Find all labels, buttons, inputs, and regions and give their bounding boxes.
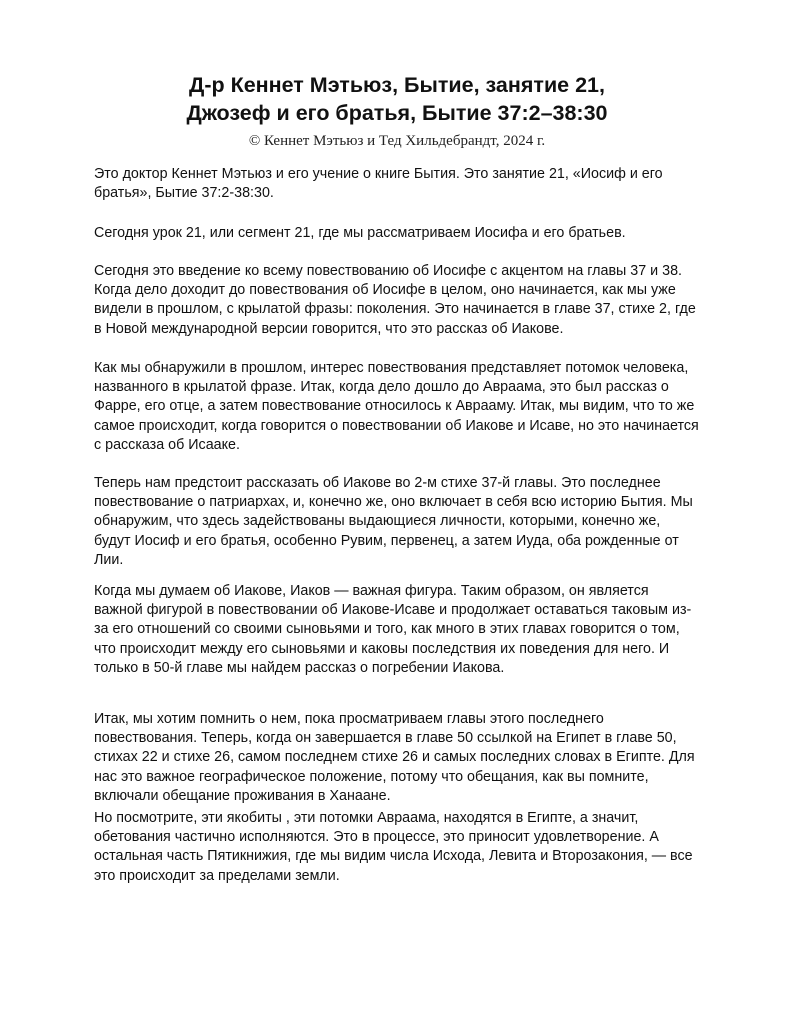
document-title-line-2: Джозеф и его братья, Бытие 37:2–38:30 xyxy=(186,101,608,125)
paragraph-8: Но посмотрите, эти якобиты , эти потомки Авраама, находятся в Египте, а значит, обетования частично исполняются. Это в процессе, это приносит удовлетворение. А остальная часть Пятикнижия, где мы видим числа Исхода, Левита и Второзакония, — все это происходит за пределами земли. xyxy=(94,810,693,884)
paragraph-2: Сегодня урок 21, или сегмент 21, где мы рассматриваем Иосифа и его братьев. xyxy=(94,225,626,241)
document-title-line-1: Д-р Кеннет Мэтьюз, Бытие, занятие 21, xyxy=(189,73,605,97)
paragraph-3: Сегодня это введение ко всему повествованию об Иосифе с акцентом на главы 37 и 38. Когда дело доходит до повествования об Иосифе в целом, оно начинается, как мы уже видели в прошлом, с крылатой фразы: поколения. Это начинается в главе 37, стихе 2, где в Новой международной версии говорится, что это рассказ об Иакове. xyxy=(94,263,696,337)
paragraph-6: Когда мы думаем об Иакове, Иаков — важная фигура. Таким образом, он является важной фигурой в повествовании об Иакове-Исаве и продолжает оставаться таковым из-за его отношений со своими сыновьями и того, как много в этих главах говорится о том, что происходит между его сыновьями и каковы последствия их поведения для него. И только в 50-й главе мы найдем рассказ о погребении Иакова. xyxy=(94,583,692,676)
paragraph-7: Итак, мы хотим помнить о нем, пока просматриваем главы этого последнего повествования. Теперь, когда он завершается в главе 50 ссылкой на Египет в главе 50, стихах 22 и стихе 26, самом последнем стихе 26 и самых последних словах в Египте. Для нас это важное географическое положение, потому что обещания, как вы помните, включали обещание проживания в Ханаане. xyxy=(94,711,695,804)
copyright-notice: © Кеннет Мэтьюз и Тед Хильдебрандт, 2024 г. xyxy=(248,133,546,149)
paragraph-4: Как мы обнаружили в прошлом, интерес повествования представляет потомок человека, названного в крылатой фразе. Итак, когда дело дошло до Авраама, это был рассказ о Фарре, его отце, а затем повествование относилось к Аврааму. Итак, мы видим, что то же самое происходит, когда говорится о повествовании об Иакове и Исаве, но это начинается с рассказа об Исааке. xyxy=(94,360,699,453)
paragraph-1: Это доктор Кеннет Мэтьюз и его учение о книге Бытия. Это занятие 21, «Иосиф и его братья», Бытие 37:2-38:30. xyxy=(94,166,663,202)
paragraph-5: Теперь нам предстоит рассказать об Иакове во 2-м стихе 37-й главы. Это последнее повествование о патриархах, и, конечно же, оно включает в себя всю историю Бытия. Мы обнаружим, что здесь задействованы выдающиеся личности, которыми, конечно же, будут Иосиф и его братья, особенно Рувим, первенец, а затем Иуда, оба рожденные от Лии. xyxy=(94,475,693,568)
